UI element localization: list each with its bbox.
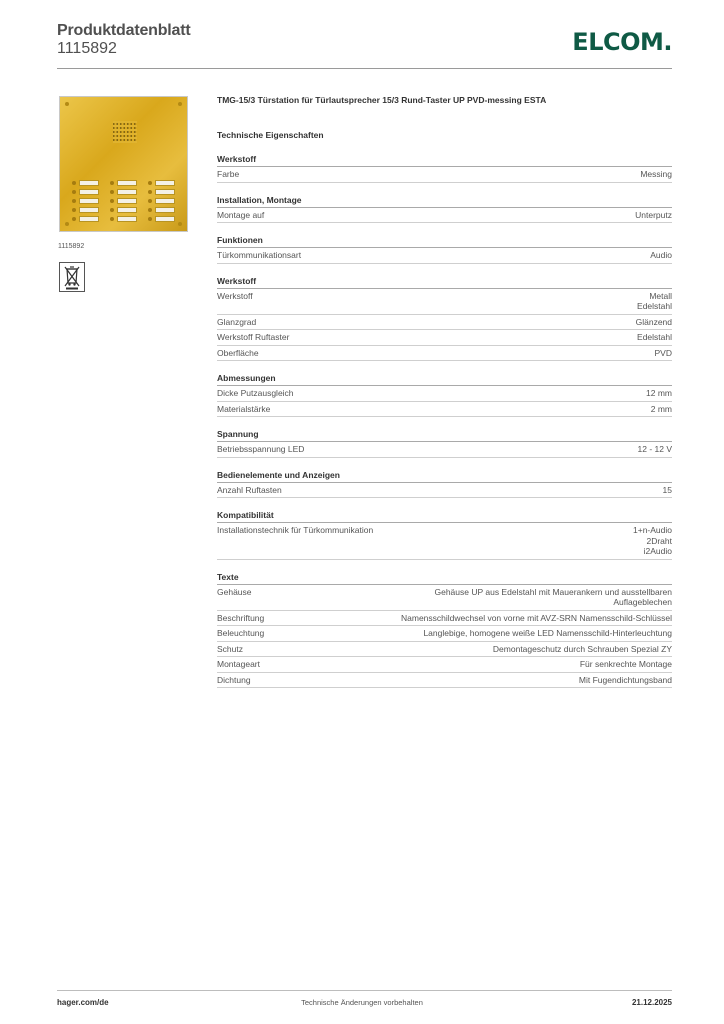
spec-value: Metall Edelstahl xyxy=(637,290,672,311)
button-dot-icon xyxy=(72,217,76,221)
page-title: Produktdatenblatt xyxy=(57,22,191,39)
name-plate xyxy=(117,207,137,213)
spec-row xyxy=(217,642,672,658)
name-plate xyxy=(155,180,175,186)
name-plate xyxy=(79,216,99,222)
elcom-logo: ELCOM. xyxy=(572,28,672,56)
spec-label: Türkommunikationsart xyxy=(217,250,302,260)
spec-sections xyxy=(217,154,672,688)
button-dot-icon xyxy=(148,217,152,221)
spec-value: Audio xyxy=(650,250,672,260)
spec-label: Schutz xyxy=(217,643,243,654)
spec-section xyxy=(217,429,672,458)
section-heading: Bedienelemente und Anzeigen xyxy=(217,470,672,483)
spec-row xyxy=(217,248,672,264)
section-heading: Abmessungen xyxy=(217,373,672,386)
footer-date: 21.12.2025 xyxy=(631,998,672,1007)
button-dot-icon xyxy=(110,190,114,194)
spec-row xyxy=(217,626,672,642)
spec-row xyxy=(217,657,672,673)
spec-value: Demontageschutz durch Schrauben Spezial ZY xyxy=(492,643,672,654)
spec-row xyxy=(217,315,672,331)
spec-value: Mit Fugendichtungsband xyxy=(578,674,672,685)
section-heading: Kompatibilität xyxy=(217,510,672,523)
spec-value: Für senkrechte Montage xyxy=(579,659,672,669)
button-dot-icon xyxy=(72,208,76,212)
spec-value: PVD xyxy=(654,347,672,358)
spec-label: Montage auf xyxy=(217,209,265,220)
name-plate xyxy=(79,207,99,213)
spec-label: Installationstechnik für Türkommunikation xyxy=(217,525,374,535)
product-image xyxy=(59,96,188,232)
image-caption: 1115892 xyxy=(58,243,85,250)
button-dot-icon xyxy=(110,181,114,185)
spec-section xyxy=(217,235,672,264)
spec-section xyxy=(217,373,672,417)
spec-label: Beleuchtung xyxy=(217,628,265,638)
screw-icon xyxy=(65,222,69,226)
spec-value: Glänzend xyxy=(635,316,672,327)
section-heading: Werkstoff xyxy=(217,276,672,289)
spec-row xyxy=(217,673,672,689)
spec-label: Montageart xyxy=(217,659,260,669)
spec-value: Edelstahl xyxy=(637,332,672,342)
spec-row xyxy=(217,611,672,627)
button-dot-icon xyxy=(148,190,152,194)
spec-label: Anzahl Ruftasten xyxy=(217,484,282,495)
name-plate xyxy=(117,189,137,195)
product-number: 1115892 xyxy=(57,40,117,57)
spec-row xyxy=(217,402,672,418)
button-dot-icon xyxy=(72,199,76,203)
footer-website: hager.com/de xyxy=(57,998,109,1007)
name-plate xyxy=(155,198,175,204)
spec-label: Materialstärke xyxy=(217,403,271,414)
button-dot-icon xyxy=(110,208,114,212)
spec-label: Gehäuse xyxy=(217,586,252,597)
name-plate xyxy=(155,216,175,222)
screw-icon xyxy=(65,102,69,106)
spec-row xyxy=(217,483,672,499)
spec-label: Oberfläche xyxy=(217,347,259,358)
name-plate xyxy=(79,198,99,204)
section-heading: Werkstoff xyxy=(217,154,672,167)
header-divider xyxy=(57,68,672,69)
tech-heading: Technische Eigenschaften xyxy=(217,130,324,140)
spec-label: Glanzgrad xyxy=(217,316,257,327)
button-dot-icon xyxy=(148,208,152,212)
spec-row xyxy=(217,386,672,402)
name-plate xyxy=(79,180,99,186)
spec-row xyxy=(217,208,672,224)
footer-disclaimer: Technische Änderungen vorbehalten xyxy=(301,998,423,1007)
spec-value: Gehäuse UP aus Edelstahl mit Mauerankern und ausstellbaren Auflageblechen xyxy=(434,586,672,607)
spec-content xyxy=(217,95,672,688)
spec-row xyxy=(217,585,672,611)
name-plate xyxy=(155,189,175,195)
spec-label: Werkstoff Ruftaster xyxy=(217,332,290,342)
spec-section xyxy=(217,470,672,499)
product-title: TMG-15/3 Türstation für Türlautsprecher 15/3 Rund-Taster UP PVD-messing ESTA xyxy=(217,95,547,105)
spec-section xyxy=(217,195,672,224)
footer-divider xyxy=(57,990,672,991)
spec-row xyxy=(217,330,672,346)
spec-section xyxy=(217,510,672,560)
section-heading: Funktionen xyxy=(217,235,672,248)
button-dot-icon xyxy=(148,199,152,203)
spec-value: Langlebige, homogene weiße LED Namensschild-Hinterleuchtung xyxy=(423,628,672,638)
button-dot-icon xyxy=(110,199,114,203)
name-plate xyxy=(117,180,137,186)
spec-value: 1+n-Audio 2Draht i2Audio xyxy=(633,525,672,556)
spec-value: Namensschildwechsel von vorne mit AVZ-SRN Namensschild-Schlüssel xyxy=(401,612,672,623)
spec-row xyxy=(217,523,672,560)
name-plate xyxy=(155,207,175,213)
spec-section xyxy=(217,276,672,362)
spec-value: 15 xyxy=(662,484,672,495)
spec-value: 12 - 12 V xyxy=(637,444,672,454)
spec-row xyxy=(217,289,672,315)
spec-value: Unterputz xyxy=(635,209,672,220)
spec-label: Dicke Putzausgleich xyxy=(217,388,294,398)
spec-label: Werkstoff xyxy=(217,290,253,301)
spec-row xyxy=(217,442,672,458)
section-heading: Texte xyxy=(217,572,672,585)
section-heading: Spannung xyxy=(217,429,672,442)
screw-icon xyxy=(178,102,182,106)
button-dot-icon xyxy=(148,181,152,185)
name-plate xyxy=(79,189,99,195)
button-dot-icon xyxy=(72,190,76,194)
spec-row xyxy=(217,167,672,183)
section-heading: Installation, Montage xyxy=(217,195,672,208)
speaker-grille xyxy=(113,121,137,143)
button-dot-icon xyxy=(72,181,76,185)
name-plate xyxy=(117,198,137,204)
button-dot-icon xyxy=(110,217,114,221)
spec-section xyxy=(217,154,672,183)
spec-label: Farbe xyxy=(217,169,240,179)
screw-icon xyxy=(178,222,182,226)
spec-label: Betriebsspannung LED xyxy=(217,444,305,454)
spec-label: Dichtung xyxy=(217,674,251,685)
name-plate xyxy=(117,216,137,222)
spec-value: 2 mm xyxy=(650,403,672,414)
spec-label: Beschriftung xyxy=(217,612,265,623)
spec-value: Messing xyxy=(640,169,672,179)
spec-row xyxy=(217,346,672,362)
weee-crossed-bin-icon xyxy=(59,262,85,292)
spec-section xyxy=(217,572,672,689)
spec-value: 12 mm xyxy=(646,388,672,398)
